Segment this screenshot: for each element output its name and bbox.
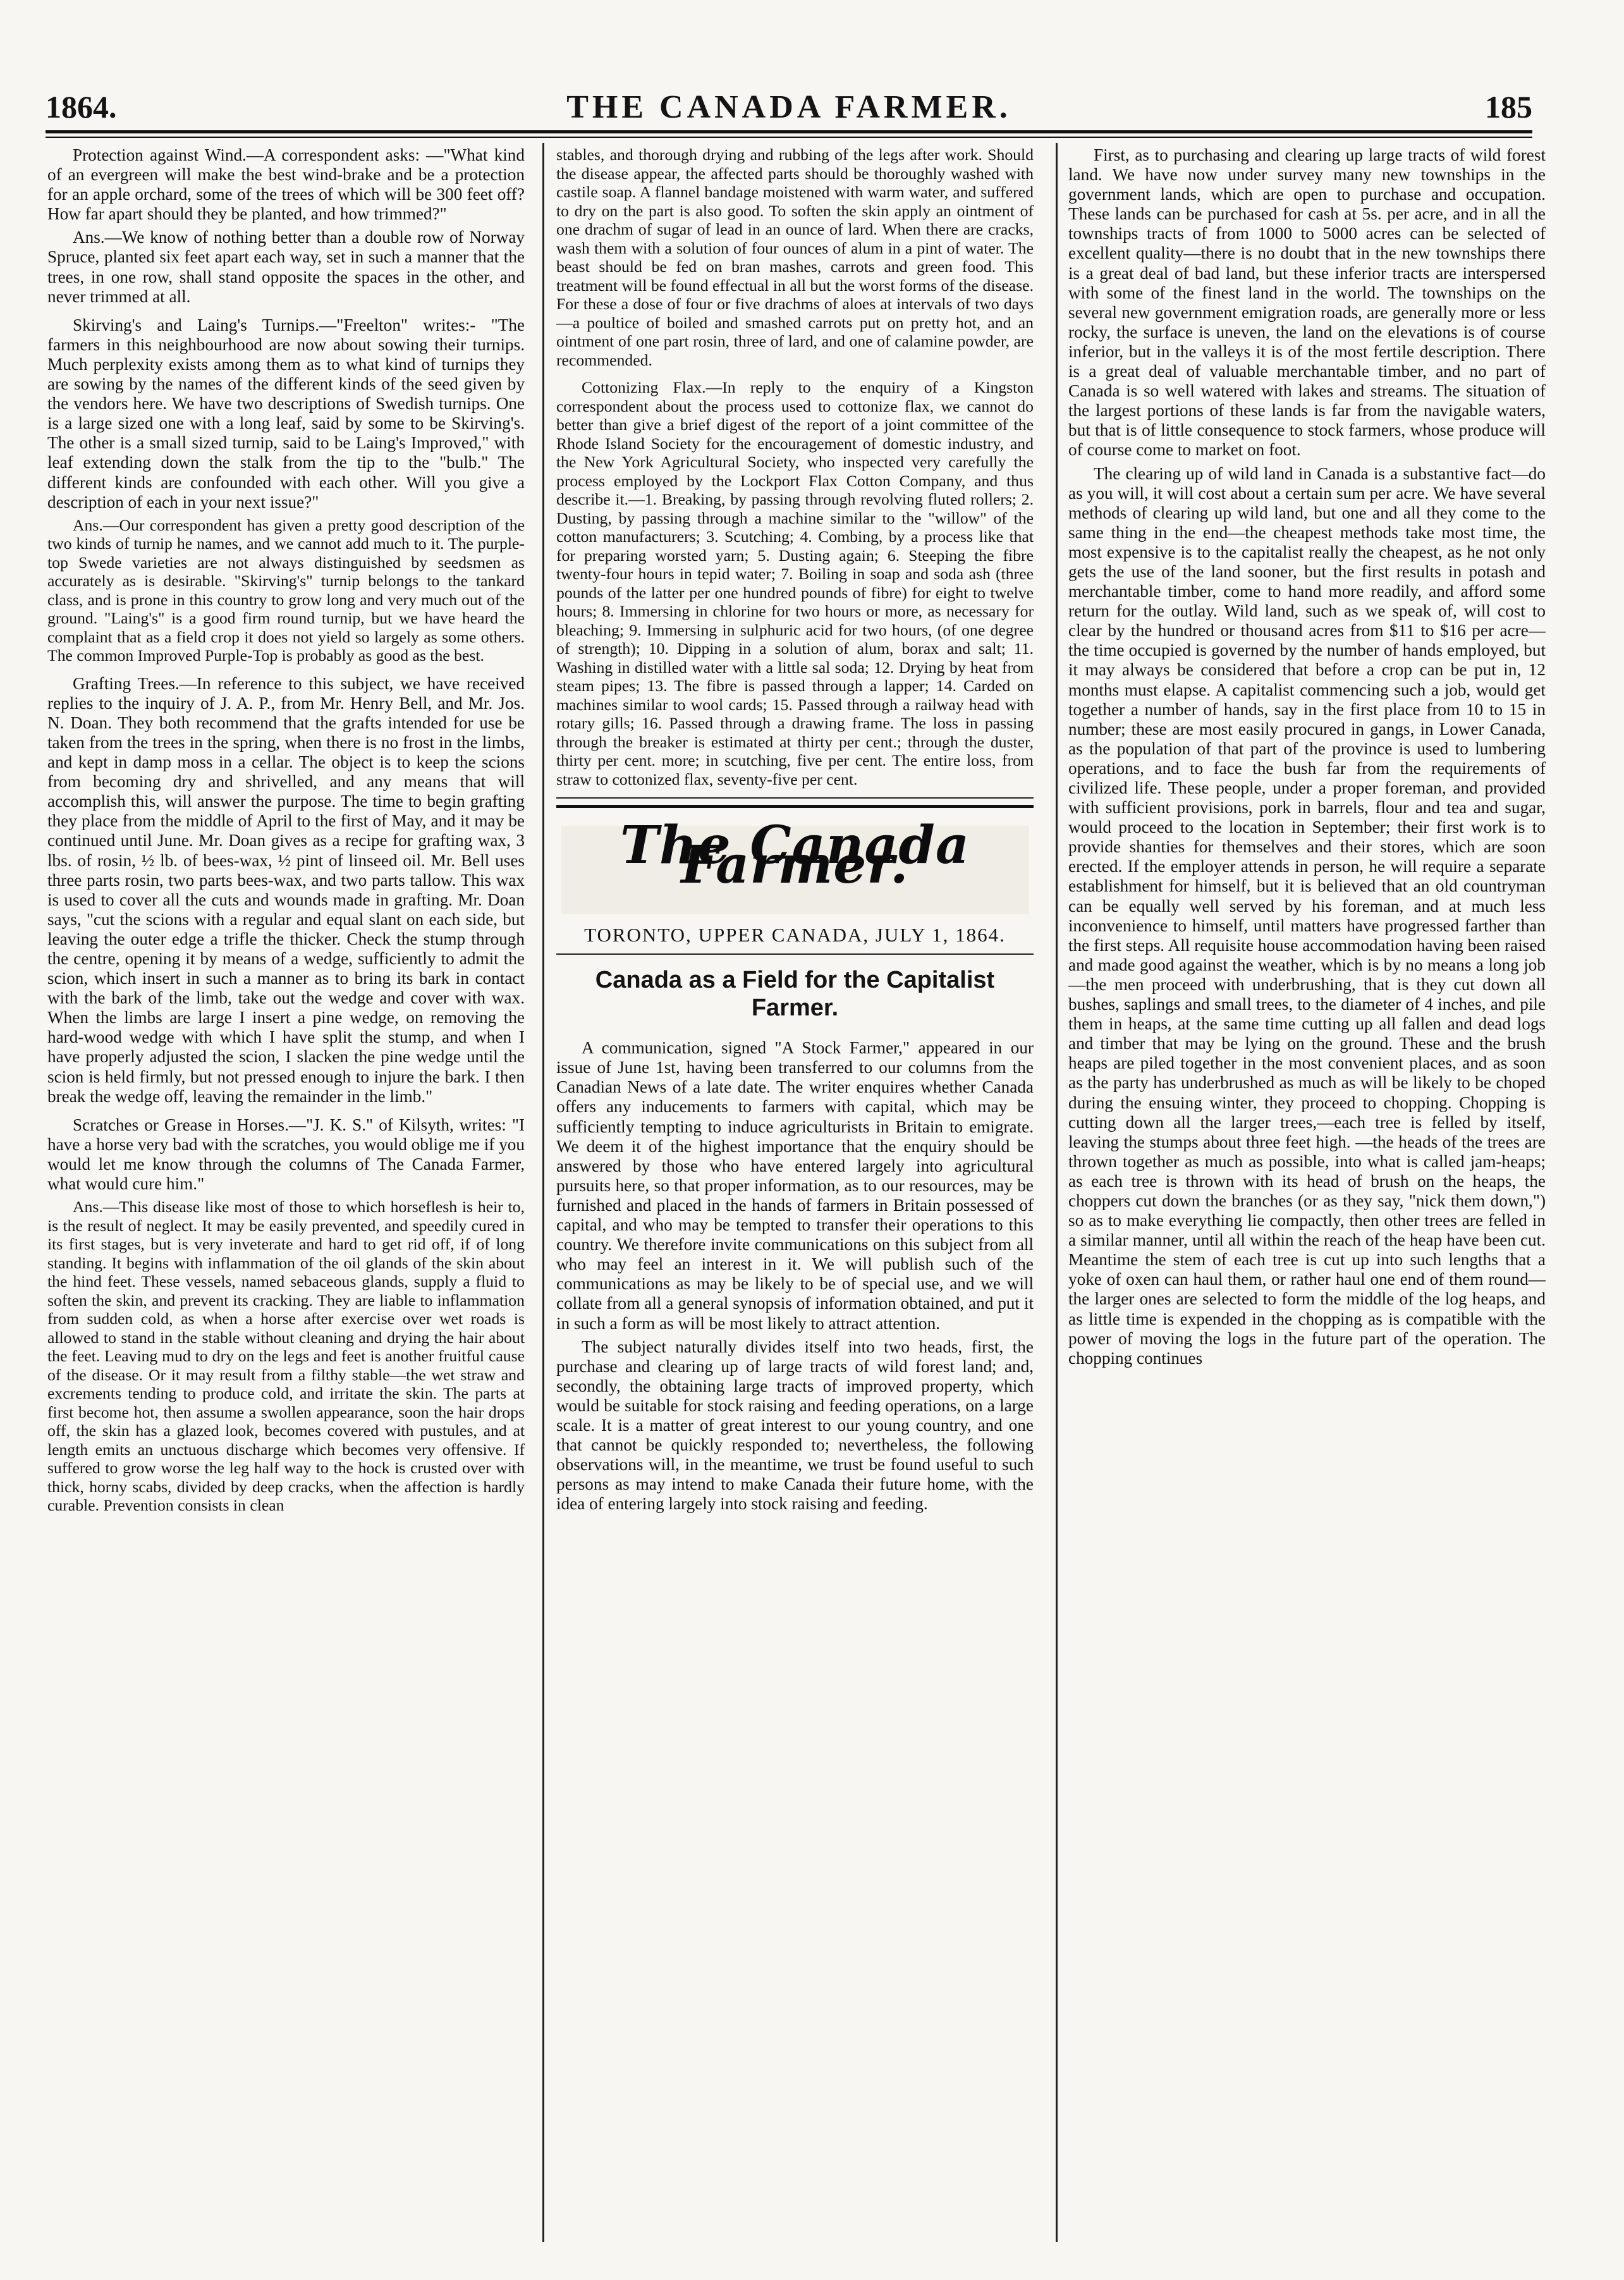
newspaper-title: THE CANADA FARMER. bbox=[566, 89, 1011, 125]
answer-protection-against-wind: Ans.—We know of nothing better than a double row of Norway Spruce, planted six feet apart each way, set in such a manner that the trees, in one row, shall stand opposite the spaces in the other, and never trimmed at all. bbox=[47, 228, 525, 306]
editorial-paragraph-1: A communication, signed "A Stock Farmer," appeared in our issue of June 1st, having been transferred to our columns from the Canadian News of a late date. The writer enquires whether Canada offers any inducements to farmers with capital, which may be sufficiently tempting to induce agriculturists in Britain to emigrate. We deem it of the highest importance that the enquiry should be answered by those who have entered largely into agricultural pursuits here, so that proper information, as to our resources, may be furnished and placed in the hands of farmers in Britain possessed of capital, and who may be tempted to transfer their operations to this country. We therefore invite communications on this subject from all who may feel an interest in it. We will publish such of the communications as may be likely to be of special use, and we will collate from all a general synopsis of information obtained, and put it in such a form as will be most likely to attract attention. bbox=[556, 1038, 1034, 1333]
page-number: 185 bbox=[1485, 89, 1532, 125]
article-skirvings-and-laings-turnips: Skirving's and Laing's Turnips.—"Freelton" writes:- "The farmers in this neighbourhood are now about sowing their turnips. Much perplexity exists among them as to what kind of turnips they are sowing by the names of the different kinds of the seed given by the vendors here. We have two descriptions of Swedish turnips. One is a large sized one with a long leaf, said by some to be Skirving's. The other is a small sized turnip, said to be Laing's Improved," with leaf extending down the stalk from the tip to the "bulb." The different kinds are confounded with each other. Will you give a description of each in your next issue?" bbox=[47, 315, 525, 512]
masthead-rule bbox=[46, 130, 1532, 133]
article-cottonizing-flax: Cottonizing Flax.—In reply to the enquiry of a Kingston correspondent about the process used to cottonize flax, we cannot do better than give a brief digest of the report of a joint committee of the Rhode Island Society for the encouragement of domestic industry, and the New York Agricultural Society, who inspected very carefully the process employed by the Lockport Flax Cotton Company, and thus describe it.—1. Breaking, by passing through revolving fluted rollers; 2. Dusting, by passing through a machine similar to the "willow" of the cotton manufacturers; 3. Scutching; 4. Combing, by a process like that for preparing worsted yarn; 5. Dusting again; 6. Steeping the fibre twenty-four hours in tepid water; 7. Boiling in soap and soda ash (three pounds of the latter per one hundred pounds of fibre) for eight to twelve hours; 8. Immersing in chlorine for two hours or more, as necessary for bleaching; 9. Immersing in sulphuric acid for two hours, (of one degree of strength); 10. Dipping in a solution of alum, borax and salt; 11. Washing in distilled water with a little sal soda; 12. Drying by heat from steam pipes; 13. The fibre is passed through a lapper; 14. Carded on machines similar to wool cards; 15. Passed through a railway head with rotary gills; 16. Passed through a drawing frame. The loss in passing through the breaker is estimated at thirty per cent.; through the duster, thirty per cent. more; in scutching, five per cent. The entire loss, from straw to cottonized flax, seventy-five per cent. bbox=[556, 378, 1034, 788]
article-protection-against-wind: Protection against Wind.—A correspondent asks: —"What kind of an evergreen will make the best wind-brake and be a protection for an apple orchard, some of the trees of which will be 300 feet off? How far apart should they be planted, and how trimmed?" bbox=[47, 145, 525, 224]
answer-turnips: Ans.—Our correspondent has given a pretty good description of the two kinds of turnip he names, and we cannot add much to it. The purple-top Swede varieties are not always distinguished by seedsmen as accurately as is desirable. "Skirving's" turnip belongs to the tankard class, and is prone in this country to grow long and very much out of the ground. "Laing's" is a good firm round turnip, but we have heard the complaint that as a field crop it does not yield so largely as some others. The common Improved Purple-Top is probably as good as the best. bbox=[47, 515, 525, 665]
banner-logo bbox=[561, 815, 1029, 914]
article-scratches-or-grease-in-horses: Scratches or Grease in Horses.—"J. K. S." of Kilsyth, writes: "I have a horse very bad with the scratches, you would oblige me if you would let me know through the columns of The Canada Farmer, what would cure him." bbox=[47, 1115, 525, 1194]
banner bbox=[556, 815, 1034, 919]
editorial-paragraph-3: First, as to purchasing and clearing up large tracts of wild forest land. We have now under survey many new townships in the government lands, which are open to purchase and occupation. These lands can be purchased for cash at 5s. per acre, and in all the townships tracts of from 1000 to 5000 acres can be selected of excellent quality—there is no doubt that in the new townships there is a great deal of bad land, but these inferior tracts are interspersed with some of the finest land in the world. The townships on the several new government emigration roads, are generally more or less rocky, the surface is uneven, the land on the elevations is of course inferior, but in the valleys it is of the most fertile description. There is a great deal of valuable merchantable timber, and no part of Canada is so well watered with lakes and streams. The situation of the largest portions of these lands is far from the navigable waters, but that is of little consequence to stock farmers, whose produce will of course come to market on foot. bbox=[1068, 145, 1546, 460]
column-1 bbox=[47, 145, 525, 2245]
dateline-rule bbox=[556, 953, 1034, 955]
column-2 bbox=[556, 145, 1034, 2245]
dateline: TORONTO, UPPER CANADA, JULY 1, 1864. bbox=[584, 924, 1006, 947]
editorial-paragraph-2: The subject naturally divides itself into two heads, first, the purchase and clearing up of large tracts of wild forest land; and, secondly, the obtaining large tracts of improved property, which would be suitable for stock raising and feeding operations, on a large scale. It is a matter of great interest to our young country, and one that cannot be quickly responded to; nevertheless, the following observations will, in the meantime, we trust be found useful to such persons as may intend to make Canada their future home, with the idea of entering largely into stock raising and feeding. bbox=[556, 1337, 1034, 1514]
column-3 bbox=[1068, 145, 1546, 2245]
answer-scratches-continued: stables, and thorough drying and rubbing of the legs after work. Should the disease appear, the affected parts should be thoroughly washed with castile soap. A flannel bandage moistened with warm water, and suffered to dry on the part is also good. To soften the skin apply an ointment of one drachm of sugar of lead in an ounce of lard. When there are cracks, wash them with a solution of four ounces of alum in a pint of water. The beast should be fed on bran mashes, carrots and green food. This treatment will be found effectual in all but the worst forms of the disease. For these a dose of four or five drachms of aloes at intervals of two days—a poultice of boiled and smashed carrots put on pretty hot, and an ointment of one part rosin, three of lard, and one of calamine powder, are recommended. bbox=[556, 145, 1034, 369]
answer-scratches: Ans.—This disease like most of those to which horseflesh is heir to, is the result of neglect. It may be easily prevented, and speedily cured in its first stages, but is very inveterate and hard to get rid off, if of long standing. It begins with inflammation of the oil glands of the skin about the hind feet. These vessels, named sebaceous glands, supply a fluid to soften the skin, and prevent its cracking. They are liable to inflammation from sudden cold, as when a horse after exercise over wet roads is allowed to stand in the stable without cleaning and drying the hair about the feet. Leaving mud to dry on the legs and feet is another fruitful cause of the disease. Or it may result from a filthy stable—the wet straw and excrements tending to produce cold, and irritate the skin. The parts at first become hot, then assume a swollen appearance, soon the hair drops off, the skin has a glazed look, becomes covered with pustules, and at length emits an unctuous discharge which becomes very offensive. If suffered to grow worse the leg half way to the hock is crusted over with thick, horny scabs, divided by deep cracks, when the affection is hardly curable. Prevention consists in clean bbox=[47, 1198, 525, 1515]
section-rule bbox=[556, 797, 1034, 799]
banner-rule bbox=[556, 805, 1034, 808]
column-divider-2 bbox=[1056, 143, 1058, 2242]
masthead-rule-thin bbox=[46, 137, 1532, 138]
issue-year: 1864. bbox=[46, 89, 117, 125]
editorial-headline: Canada as a Field for the Capitalist Farmer. bbox=[595, 967, 995, 1022]
banner-title: The Canada Farmer. bbox=[620, 815, 970, 896]
masthead bbox=[46, 89, 1532, 126]
editorial-paragraph-4: The clearing up of wild land in Canada is a substantive fact—do as you will, it will cost about a certain sum per acre. We have several methods of clearing up wild land, but one and all they come to the same thing in the end—the cheapest methods take most time, the most expensive is to the capitalist really the cheapest, as he not only gets the use of the land sooner, but the first results in potash and merchantable timber, come to hand more readily, and afford some return for the outlay. Wild land, such as we speak of, will cost to clear by the hundred or thousand acres from $11 to $16 per acre—the time occupied is governed by the number of hands employed, but it may always be considered that before a crop can be put in, 12 months must elapse. A capitalist commencing such a job, would get together a number of hands, say in the first place from 10 to 15 in number; these are most easily procured in gangs, in Lower Canada, as the population of that part of the province is used to lumbering operations, and to face the bush far from the requirements of civilized life. These people, under a proper foreman, and provided with sufficient provisions, pork in barrels, flour and tea and sugar, would proceed to the location in September; their first work is to provide shanties for themselves and their stores, which are soon erected. If the employer attends in person, he will require a separate establishment for himself, but it is believed that an old countryman can be equally well served by his foreman, and at much less inconvenience to himself, until matters have progressed farther than the first steps. All requisite house accommodation having been raised and made good against the weather, which is by no means a long job—the men proceed with underbrushing, that is they cut down all bushes, saplings and small trees, to the diameter of 4 inches, and pile them in heaps, at the same time cutting up all fallen and dead logs and timber that may be lying on the ground. These and the brush heaps are piled together in the most convenient places, and as soon as the party has underbrushed as much as will be likely to be choped during the ensuing winter, they proceed to chopping. Chopping is cutting down all the larger trees,—each tree is felled by itself, leaving the stumps about three feet high. —the heads of the trees are thrown together as much as possible, into what is called jam-heaps; as each tree is thrown with its head of brush on the heaps, the choppers cut down the branches (or as they say, "nick them down,") so as to make everything lie compactly, then other trees are felled in a similar manner, until all within the reach of the heap have been cut. Meantime the stem of each tree is cut up into such lengths that a yoke of oxen can haul them, or rather haul one end of them round—the larger ones are selected to form the middle of the log heaps, and as little time is expended in the chopping as is compatible with the power of moving the logs in the future part of the operation. The chopping continues bbox=[1068, 463, 1546, 1368]
column-divider-1 bbox=[542, 143, 544, 2242]
article-grafting-trees: Grafting Trees.—In reference to this subject, we have received replies to the inquiry of J. A. P., from Mr. Henry Bell, and Mr. Jos. N. Doan. They both recommend that the grafts intended for use be taken from the trees in the spring, when there is no frost in the limbs, and kept in damp moss in a cellar. The object is to keep the scions from becoming dry and shrivelled, and any means that will accomplish this, will answer the purpose. The time to begin grafting they place from the middle of April to the first of May, and it may be continued until June. Mr. Doan gives as a recipe for grafting wax, 3 lbs. of rosin, ½ lb. of bees-wax, ½ pint of linseed oil. Mr. Bell uses three parts rosin, two parts bees-wax, and two parts tallow. This wax is used to cover all the cuts and wounds made in grafting. Mr. Doan says, "cut the scions with a regular and equal slant on each side, but leaving the outer edge a trifle the thicker. Check the stump through the centre, opening it by means of a wedge, sufficiently to admit the scion, which insert in such a manner as to bring its bark in contact with the bark of the limb, take out the wedge and cover with wax. When the limbs are large I insert a pine wedge, on removing the hard-wood wedge with which I have split the stump, and when I have properly adjusted the scion, I slacken the pine wedge until the scion is held firmly, but not pressed enough to injure the bark. I then break the wedge off, leaving the remainder in the limb." bbox=[47, 673, 525, 1106]
